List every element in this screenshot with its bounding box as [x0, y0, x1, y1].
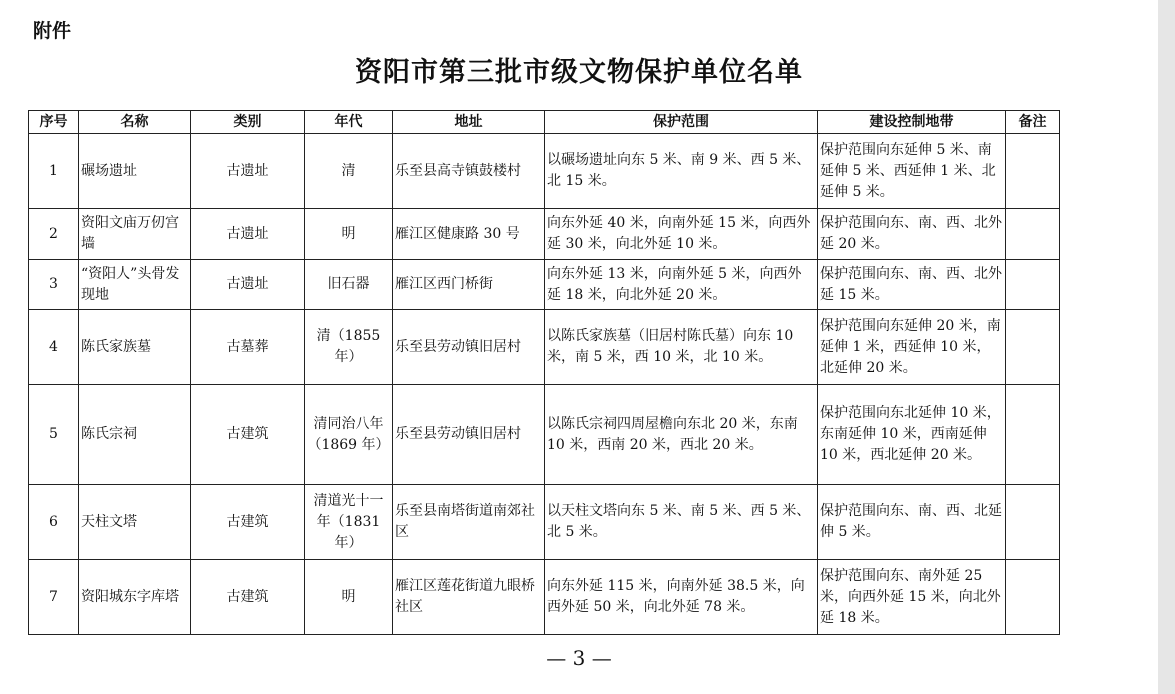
- col-header-name: 名称: [79, 111, 191, 134]
- cell-control: 保护范围向东、南外延 25 米，向西外延 15 米，向北外延 18 米。: [818, 560, 1006, 635]
- cell-address: 雁江区莲花街道九眼桥社区: [393, 560, 545, 635]
- cell-note: [1006, 385, 1060, 485]
- cell-note: [1006, 134, 1060, 209]
- cell-no: 5: [29, 385, 79, 485]
- cell-era: 清（1855 年）: [305, 310, 393, 385]
- cell-protection: 以陈氏家族墓（旧居村陈氏墓）向东 10 米，南 5 米，西 10 米，北 10 米。: [545, 310, 818, 385]
- cell-name: 碾场遗址: [79, 134, 191, 209]
- cell-control: 保护范围向东、南、西、北外延 15 米。: [818, 260, 1006, 310]
- col-header-address: 地址: [393, 111, 545, 134]
- table-row: [29, 560, 1060, 635]
- attachment-label: 附件: [33, 20, 72, 42]
- cell-no: 2: [29, 209, 79, 260]
- cell-era: 旧石器: [305, 260, 393, 310]
- table-row: [29, 385, 1060, 485]
- cell-note: [1006, 260, 1060, 310]
- cell-address: 乐至县南塔街道南郊社区: [393, 485, 545, 560]
- cell-era: 清同治八年（1869 年）: [305, 385, 393, 485]
- cell-note: [1006, 485, 1060, 560]
- cell-no: 3: [29, 260, 79, 310]
- page-number: — 3 —: [546, 646, 612, 670]
- cell-control: 保护范围向东北延伸 10 米，东南延伸 10 米，西南延伸 10 米，西北延伸 20 米。: [818, 385, 1006, 485]
- document-title: 资阳市第三批市级文物保护单位名单: [355, 57, 803, 88]
- col-header-category: 类别: [191, 111, 305, 134]
- cell-era: 明: [305, 209, 393, 260]
- cell-no: 4: [29, 310, 79, 385]
- cell-protection: 向东外延 13 米，向南外延 5 米，向西外延 18 米，向北外延 20 米。: [545, 260, 818, 310]
- cell-note: [1006, 209, 1060, 260]
- cell-category: 古建筑: [191, 560, 305, 635]
- cell-address: 雁江区西门桥街: [393, 260, 545, 310]
- cell-protection: 向东外延 40 米，向南外延 15 米，向西外延 30 米，向北外延 10 米。: [545, 209, 818, 260]
- col-header-no: 序号: [29, 111, 79, 134]
- cell-no: 7: [29, 560, 79, 635]
- cell-protection: 向东外延 115 米，向南外延 38.5 米，向西外延 50 米，向北外延 78 米。: [545, 560, 818, 635]
- cell-category: 古墓葬: [191, 310, 305, 385]
- cell-name: 陈氏宗祠: [79, 385, 191, 485]
- cell-note: [1006, 310, 1060, 385]
- col-header-era: 年代: [305, 111, 393, 134]
- cell-address: 乐至县劳动镇旧居村: [393, 310, 545, 385]
- cell-control: 保护范围向东、南、西、北延伸 5 米。: [818, 485, 1006, 560]
- cell-name: 陈氏家族墓: [79, 310, 191, 385]
- cell-era: 清道光十一年（1831 年）: [305, 485, 393, 560]
- cell-control: 保护范围向东、南、西、北外延 20 米。: [818, 209, 1006, 260]
- col-header-protection: 保护范围: [545, 111, 818, 134]
- cell-category: 古遗址: [191, 260, 305, 310]
- cell-no: 1: [29, 134, 79, 209]
- cell-protection: 以碾场遗址向东 5 米、南 9 米、西 5 米、北 15 米。: [545, 134, 818, 209]
- cell-category: 古遗址: [191, 134, 305, 209]
- cell-category: 古遗址: [191, 209, 305, 260]
- cell-protection: 以天柱文塔向东 5 米、南 5 米、西 5 米、北 5 米。: [545, 485, 818, 560]
- cell-era: 明: [305, 560, 393, 635]
- table-row: [29, 209, 1060, 260]
- cell-name: 资阳文庙万仞宫墙: [79, 209, 191, 260]
- cell-no: 6: [29, 485, 79, 560]
- cell-name: “资阳人”头骨发现地: [79, 260, 191, 310]
- cell-era: 清: [305, 134, 393, 209]
- cell-control: 保护范围向东延伸 20 米，南延伸 1 米，西延伸 10 米，北延伸 20 米。: [818, 310, 1006, 385]
- cell-category: 古建筑: [191, 385, 305, 485]
- col-header-control: 建设控制地带: [818, 111, 1006, 134]
- cell-name: 资阳城东字库塔: [79, 560, 191, 635]
- col-header-note: 备注: [1006, 111, 1060, 134]
- cell-address: 乐至县高寺镇鼓楼村: [393, 134, 545, 209]
- heritage-list-table: [28, 110, 1060, 635]
- table-row: [29, 260, 1060, 310]
- cell-name: 天柱文塔: [79, 485, 191, 560]
- cell-category: 古建筑: [191, 485, 305, 560]
- cell-note: [1006, 560, 1060, 635]
- cell-control: 保护范围向东延伸 5 米、南延伸 5 米、西延伸 1 米、北延伸 5 米。: [818, 134, 1006, 209]
- table-row: [29, 310, 1060, 385]
- cell-protection: 以陈氏宗祠四周屋檐向东北 20 米，东南 10 米，西南 20 米，西北 20 米。: [545, 385, 818, 485]
- table-row: [29, 134, 1060, 209]
- table-header-row: [29, 111, 1060, 134]
- cell-address: 乐至县劳动镇旧居村: [393, 385, 545, 485]
- cell-address: 雁江区健康路 30 号: [393, 209, 545, 260]
- table-row: [29, 485, 1060, 560]
- viewer-right-gutter: [1158, 0, 1175, 694]
